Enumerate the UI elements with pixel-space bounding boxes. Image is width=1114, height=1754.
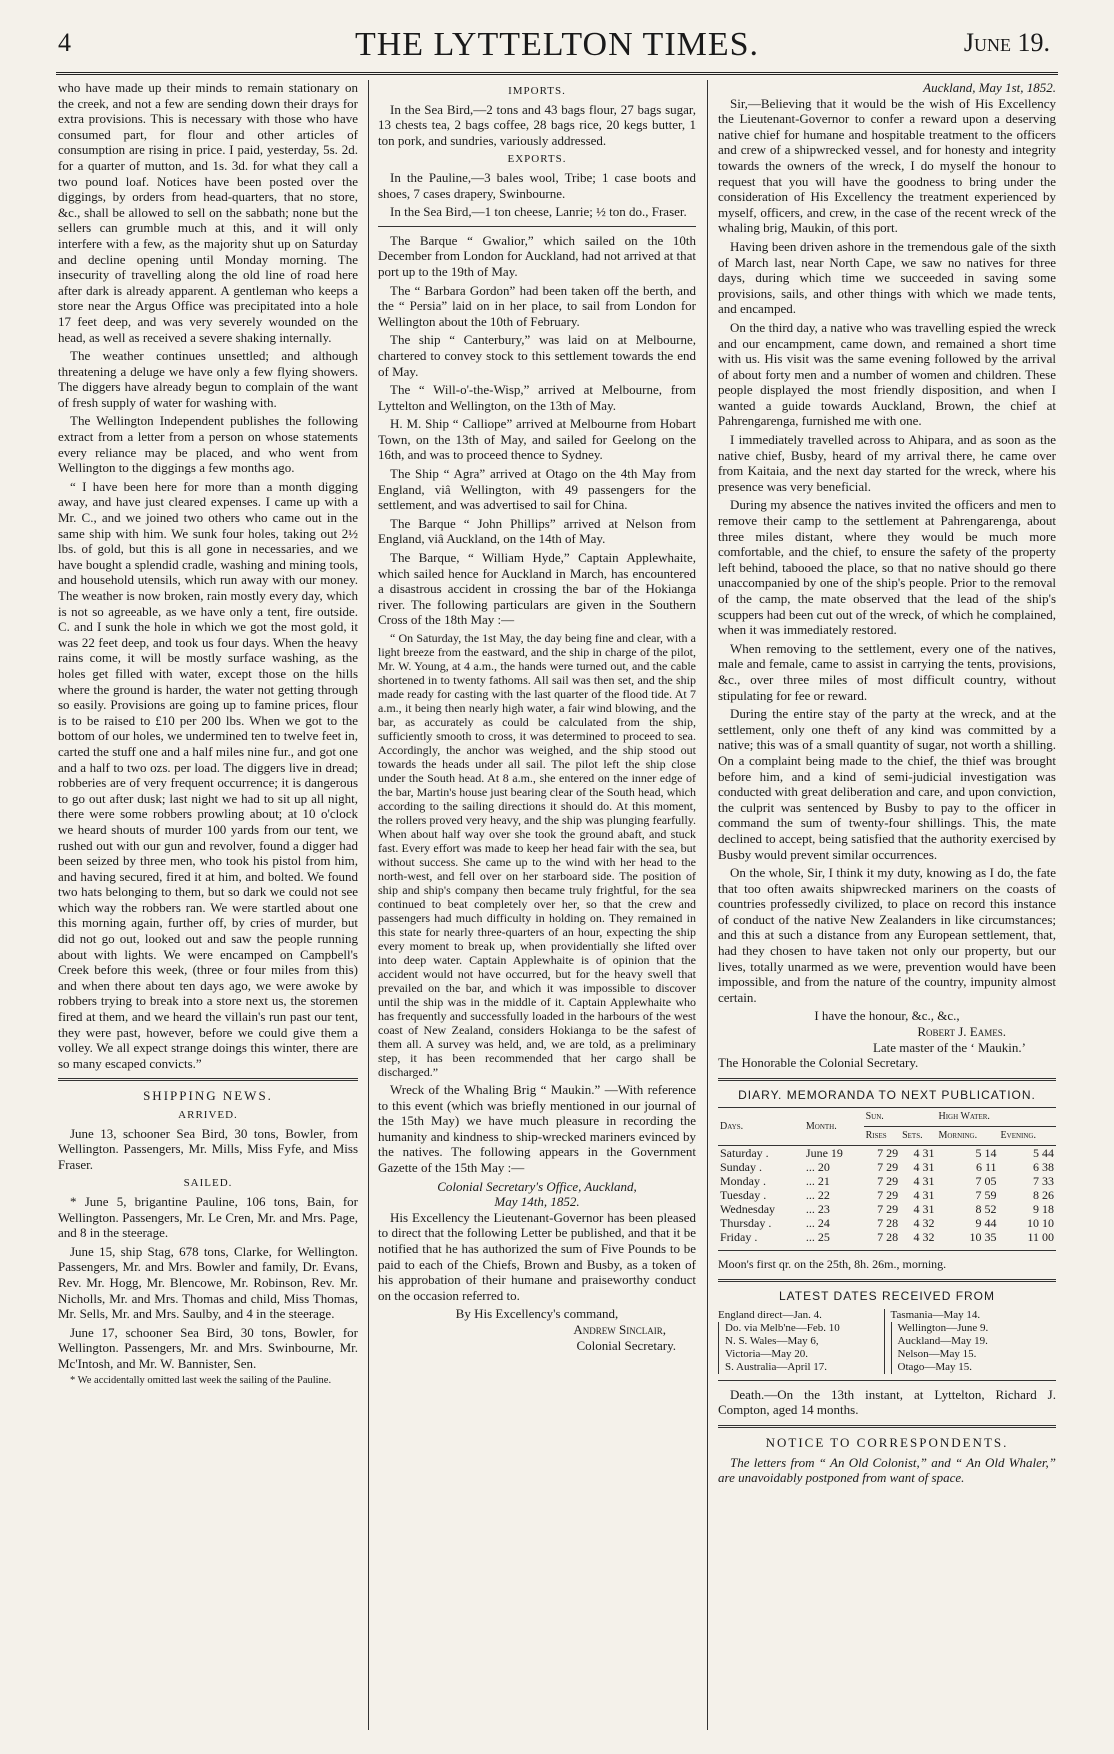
article-paragraph: The weather continues unsettled; and although threatening a deluge we have only a few flying showers. The diggers have already begun to complain of the want of fresh supply of water for washing with. xyxy=(58,348,358,410)
diary-col-days: Days. xyxy=(718,1108,804,1145)
diary-month: ... 21 xyxy=(805,1173,830,1188)
closing-line: I have the honour, &c., &c., xyxy=(814,1008,960,1024)
diary-sets: 4 31 xyxy=(913,1145,935,1160)
diary-col-sets: Sets. xyxy=(900,1127,936,1146)
letter-paragraph: During my absence the natives invited the officers and men to remove their camp to the settlement at Pahrengarenga, about three miles distant, where they would be much more comfortable, and the chief, to ensure the safety of the property left behind, tabooed the place, so that no native should go there unaccompanied by one of the ship's people. Prior to the removal of the camp, the mate observed that the lead of the ship's scuppers had been cut out of the wreck, of which he complained, when it was immediately restored. xyxy=(718,497,1056,638)
diary-rises: 7 28 xyxy=(877,1229,899,1244)
diary-evening: 6 38 xyxy=(1033,1159,1054,1174)
diary-sets: 4 31 xyxy=(913,1159,935,1174)
command-line: By His Excellency's command, xyxy=(455,1306,619,1322)
diary-row xyxy=(718,1188,1056,1202)
date-entry: Victoria—May 20. xyxy=(718,1348,884,1361)
signer-name: Andrew Sinclair, xyxy=(573,1321,666,1337)
sailing-entry: June 17, schooner Sea Bird, 30 tons, Bowler, for Wellington. Passengers, Mr. and Mrs. Swinbourne, Mr. Mc'Intosh, and Mr. W. Bannister, Sen. xyxy=(58,1324,358,1371)
moon-note: Moon's first qr. on the 25th, 8h. 26m., morning. xyxy=(718,1256,947,1271)
diary-month: ... 24 xyxy=(805,1215,830,1230)
diary-rises: 7 29 xyxy=(877,1159,899,1174)
letter-paragraph: During the entire stay of the party at the wreck, and at the settlement, only one theft of any kind was committed by a native; this was of a small quantity of sugar, not worth a shilling. On a complaint being made to the chief, the thief was brought before him, and a kind of semi-judicial investigation was conducted with great deliberation and care, and upon conviction, the culprit was sentenced by Busby to pay to the officer in command the sum of twenty-four shillings. This, the mate declined to accept, being satisfied that the authority exercised by Busby would prevent similar occurrences. xyxy=(718,706,1056,862)
diary-rises: 7 28 xyxy=(877,1215,899,1230)
diary-col-morning: Morning. xyxy=(936,1127,998,1146)
diary-rises: 7 29 xyxy=(877,1201,899,1216)
section-rule xyxy=(718,1078,1056,1081)
date-entry: Tasmania—May 14. xyxy=(890,1308,981,1321)
diary-day: Saturday . xyxy=(720,1145,769,1160)
diary-evening: 5 44 xyxy=(1033,1145,1054,1160)
footnote: * We accidentally omitted last week the sailing of the Pauline. xyxy=(70,1374,332,1386)
section-rule xyxy=(718,1380,1056,1381)
letter-addressee: The Honorable the Colonial Secretary. xyxy=(718,1055,919,1071)
letter-paragraph: When removing to the settlement, every one of the natives, male and female, came to assist in carrying the tents, provisions, &c., over three miles of most difficult country, without stipulating for fee or reward. xyxy=(718,640,1056,703)
letter-paragraph: On the whole, Sir, I think it my duty, knowing as I do, the fate that too often awaits shipwrecked mariners on the coasts of countries professedly civilized, to place on record this instance of conduct of the native New Zealanders in like circumstances; and this at such a distance from any European settlement, that, had they chosen to have taken not only our property, but our lives, totally unarmed as we were, prevention would have been impossible, and from the nature of the country, impunity almost certain. xyxy=(718,865,1056,1005)
diary-day: Monday . xyxy=(720,1173,766,1188)
section-rule xyxy=(718,1250,1056,1251)
letter-extract: “ I have been here for more than a month digging away, and have just cleared expenses. I came up with a Mr. C., and we joined two others who came out in the same ship with him. We sunk four holes, taking out 2½ lbs. of gold, but this is all gone in necessaries, and we have bought a splendid cradle, washing and mining tools, and household utensils, which run away with our money. The weather is now broken, rain mostly every day, which is not so agreeable, as we have only a tent, fire outside. C. and I sunk the hole in which we got the most gold, it was 22 feet deep, and took us four days. When the heavy rains come, it will be mostly surface washing, as the holes get filled with water, except those on the hills where the ground is harder, the water not getting through so easily. Provisions are going up to famine prices, flour is to be raised to £10 per 200 lbs. When we got to the bottom of our holes, we undermined ten to twelve feet in, carted the stuff one and a half miles nine fur., and got one and a half to two ozs. per load. The diggers live in dread; robberies are of very frequent occurrence; it is dangerous to go out after dusk; last night we had to sit up all night, there were some robbers prowling about; at 10 o'clock we heard shouts of murder 100 yards from our tent, we rushed out with our gun and revolver, found a digger had been seized by three men, who took his pistol from him, and having secured, fired it at him, and bolted. We found two hats belonging to them, but so dark we could not see which way the robbers ran. We were startled about one this morning again, further off, by cries of murder, but did not go out, looked out and saw the people running about with lights. We were encamped on Campbell's Creek before this week, (three or four miles from this) and when there about ten days ago, we were awoke by robbers trying to break into a store next us, the storemen fired at them, and we heard the villain's run past our tent, they were past, however, before we could give them a volley. We all expect strange doings this winter, there are so many escaped convicts.” xyxy=(58,478,358,1071)
diary-day: Wednesday xyxy=(720,1201,776,1216)
section-rule xyxy=(718,1425,1056,1428)
arrived-label: ARRIVED. xyxy=(178,1109,238,1121)
diary-month: June 19 xyxy=(805,1145,843,1160)
letter-paragraph: Having been driven ashore in the tremendous gale of the sixth of March last, near North Cape, we saw no natives for three days, during which time we succeeded in saving some provisions, sails, and other things with which we made tents, and encamped. xyxy=(718,238,1056,317)
dates-right-column xyxy=(884,1309,1057,1374)
diary-row xyxy=(718,1160,1056,1174)
wreck-paragraph: Wreck of the Whaling Brig “ Maukin.” —With reference to this event (which was briefly mentioned in our journal of the 15th May) we have much pleasure in recording the humanity and kindness to ship-wrecked mariners evinced by the natives. The following appears in the Government Gazette of the 15th May :— xyxy=(378,1082,696,1175)
sailing-entry: * June 5, brigantine Pauline, 106 tons, Bain, for Wellington. Passengers, Mr. Le Cren, Mr. and Mrs. Page, and 8 in the steerage. xyxy=(58,1193,358,1241)
arrival-entry: June 13, schooner Sea Bird, 30 tons, Bowler, from Wellington. Passengers, Mr. Mills, Miss Fyfe, and Miss Fraser. xyxy=(58,1125,358,1172)
date-entry: Otago—May 15. xyxy=(891,1361,1057,1374)
exports-label: EXPORTS. xyxy=(507,153,567,166)
section-rule xyxy=(378,226,696,227)
diary-row xyxy=(718,1216,1056,1230)
notice-text: The letters from “ An Old Colonist,” and “ An Old Whaler,” are unavoidably postponed from want of space. xyxy=(718,1454,1056,1486)
diary-morning: 10 35 xyxy=(969,1229,997,1244)
imports-label: IMPORTS. xyxy=(508,85,566,97)
latest-dates-heading: LATEST DATES RECEIVED FROM xyxy=(778,1289,996,1304)
section-rule xyxy=(718,1279,1056,1282)
news-paragraph: The “ Barbara Gordon” had been taken off the berth, and the “ Persia” laid on in her place, to sail from London for Wellington about the 10th of February. xyxy=(378,282,696,329)
date-entry: Auckland—May 19. xyxy=(891,1335,1057,1348)
news-paragraph: The “ Will-o'-the-Wisp,” arrived at Melbourne, from Lyttelton and Wellington, on the 13th of May. xyxy=(378,382,696,413)
diary-evening: 10 10 xyxy=(1027,1215,1054,1230)
death-notice: Death.—On the 13th instant, at Lyttelton, Richard J. Compton, aged 14 months. xyxy=(718,1386,1056,1418)
diary-sets: 4 31 xyxy=(913,1173,935,1188)
diary-evening: 7 33 xyxy=(1033,1173,1054,1188)
column-3 xyxy=(718,80,1056,1489)
diary-sets: 4 32 xyxy=(913,1215,935,1230)
latest-dates-list xyxy=(718,1309,1056,1374)
diary-day: Sunday . xyxy=(720,1159,762,1174)
diary-rises: 7 29 xyxy=(877,1145,899,1160)
diary-morning: 5 14 xyxy=(975,1145,997,1160)
diary-rises: 7 29 xyxy=(877,1187,899,1202)
diary-morning: 8 52 xyxy=(975,1201,997,1216)
column-1 xyxy=(58,80,358,1390)
diary-row xyxy=(718,1174,1056,1188)
news-paragraph: The Barque “ Gwalior,” which sailed on the 10th December from London for Auckland, had not arrived at that port up to the 19th of May. xyxy=(378,232,696,279)
diary-evening: 8 26 xyxy=(1033,1187,1054,1202)
exports-entry: In the Sea Bird,—1 ton cheese, Lanrie; ½ ton do., Fraser. xyxy=(390,204,687,220)
letter-paragraph: On the third day, a native who was travelling espied the wreck and our encampment, came down, and remained a short time with us. His visit was the same evening followed by the arrival of about forty men and a number of women and children. These people displayed the most friendly disposition, and when I wanted a guide towards Auckland, Brown, the chief at Pahrengarenga, furnished me with one. xyxy=(718,319,1056,429)
diary-month: ... 22 xyxy=(805,1187,830,1202)
column-2 xyxy=(378,80,696,1353)
sailed-label: SAILED. xyxy=(183,1177,233,1190)
date-entry: S. Australia—April 17. xyxy=(718,1361,884,1374)
diary-day: Thursday . xyxy=(720,1215,772,1230)
diary-evening: 9 18 xyxy=(1033,1201,1054,1216)
shipping-news-heading: SHIPPING NEWS. xyxy=(143,1088,273,1104)
letter-paragraph: Sir,—Believing that it would be the wish of His Excellency the Lieutenant-Governor to confer a reward upon a deserving native chief for humane and hospitable treatment to the officers and crew of a shipwrecked vessel, and for honesty and integrity towards the owners of the wreck, I do myself the honour to request that you will have the goodness to bring under the consideration of His Excellency the treatment experienced by myself, officers, and crew, in the case of the recent wreck of the whaling brig, Maukin, of this port. xyxy=(718,95,1056,236)
dates-left-column xyxy=(718,1309,884,1374)
diary-col-sun: Sun. xyxy=(864,1108,937,1127)
news-paragraph: The ship “ Canterbury,” was laid on at Melbourne, chartered to convey stock to this settlement towards the end of May. xyxy=(378,332,696,379)
governor-notice: His Excellency the Lieutenant-Governor has been pleased to direct that the following Letter be published, and that it be notified that he has authorized the sum of Five Pounds to be paid to each of the Chiefs, Brown and Busby, as a token of his approbation of their humane and praiseworthy conduct on the occasion referred to. xyxy=(378,1209,696,1303)
masthead xyxy=(0,0,1114,70)
diary-morning: 7 59 xyxy=(975,1187,997,1202)
diary-evening: 11 00 xyxy=(1027,1229,1054,1244)
southern-cross-quote: “ On Saturday, the 1st May, the day being fine and clear, with a light breeze from the eastward, and the ship in charge of the pilot, Mr. W. Young, at 4 a.m., the hands were turned out, and the cable shortened in to twenty fathoms. All sail was then set, and the ship made ready for casting with the last quarter of the flood tide. At 7 a.m., it being then nearly high water, a fair wind blowing, and the bar, as accurately as could be calculated from the ship, sufficiently smooth to cross, it was determined to proceed to sea. Accordingly, the anchor was weighed, and the ship stood out towards the heads under all sail. The pilot left the ship close under the South head. At 8 a.m., she entered on the inner edge of the bar, Martin's house just bearing clear of the South head, which according to the sailing directions it should do. At this moment, the rollers proved very heavy, and the ship was plunging fearfully. When about half way over she took the ground abaft, and stuck fast. Every effort was made to keep her head fair with the sea, but without success. She came up to the wind with her head to the north-west, and fell over on her starboard side. The position of ship and ship's company then became truly frightful, for the sea continued to beat completely over her, so that the crew and passengers had much difficulty in holding on. They remained in this state for nearly three-quarters of an hour, expecting the ship every moment to break up, when providentially she lifted over into deep water. Captain Applewhaite is of opinion that the accident would not have occurred, but for the heavy swell that prevailed on the bar, and which it was impossible to discover until the ship was in the middle of it. Captain Applewhaite who has frequently and successfully loaded in the harbours of the west coast of New Zealand, considers Hokianga to be the safest of them all. A survey was held, and, we are told, as a preliminary step, it has been recommended that her cargo shall be discharged.” xyxy=(378,631,696,1079)
date-entry: Nelson—May 15. xyxy=(891,1348,1057,1361)
diary-morning: 6 11 xyxy=(975,1159,997,1174)
imports-entry: In the Sea Bird,—2 tons and 43 bags flour, 27 bags sugar, 13 chests tea, 2 bags coffee, 28 bags rice, 20 kegs butter, 1 ton pork, and sundries, variously addressed. xyxy=(378,101,696,148)
news-paragraph: H. M. Ship “ Calliope” arrived at Melbourne from Hobart Town, on the 13th of May, and sailed for Geelong on the 16th, and was to proceed thence to Sydney. xyxy=(378,416,696,463)
news-paragraph: The Barque, “ William Hyde,” Captain Applewhaite, which sailed hence for Auckland in March, has encountered a disastrous accident in crossing the bar of the Hokianga river. The following particulars are given in the Southern Cross of the 18th May :— xyxy=(378,550,696,628)
column-divider xyxy=(368,80,369,1730)
diary-sets: 4 31 xyxy=(913,1187,935,1202)
letter-signer: Robert J. Eames. xyxy=(917,1024,1006,1040)
letter-paragraph: I immediately travelled across to Ahipara, and as soon as the native chief, Busby, heard of my arrival there, he came over from Kaitaia, and the next day started for the wreck, where his presence was very beneficial. xyxy=(718,432,1056,494)
diary-month: ... 23 xyxy=(805,1201,830,1216)
notice-heading: NOTICE TO CORRESPONDENTS. xyxy=(765,1434,1009,1450)
diary-month: ... 25 xyxy=(805,1229,830,1244)
diary-day: Friday . xyxy=(720,1229,758,1244)
column-divider xyxy=(707,80,708,1730)
news-paragraph: The Ship “ Agra” arrived at Otago on the 4th May from England, viâ Wellington, with 49 passengers for the settlement, and was advertised to sail for China. xyxy=(378,466,696,513)
diary-col-month: Month. xyxy=(804,1108,864,1145)
masthead-rule xyxy=(56,72,1058,75)
article-paragraph: who have made up their minds to remain stationary on the creek, and not a few are sending down their drays for extra provisions. This is necessary with those who have consumed part, for flour and other articles of consumption are rising in price. I paid, yesterday, 5s. 2d. for a quarter of mutton, and 1s. 3d. for what they call a two pound loaf. Notices have been posted over the diggings, by orders from head-quarters, that no store, &c., shall be allowed to sell on the sabbath; none but the sellers can grumble much at this, and it will only interfere with a few, as the majority shut up on Saturday and decline opening until Monday morning. The insecurity of travelling along the old line of road here after dark is already apparent. A gentleman who keeps a store near the Argus Office was precipitated into a hole 17 feet deep, and was very severely wounded on the head, as well as received a severe shaking internally. xyxy=(58,80,358,345)
diary-table xyxy=(718,1107,1056,1243)
news-paragraph: The Barque “ John Phillips” arrived at Nelson from England, viâ Auckland, on the 14th of May. xyxy=(378,515,696,547)
office-line: Colonial Secretary's Office, Auckland, xyxy=(437,1178,637,1194)
section-rule xyxy=(58,1078,358,1081)
page-number: 4 xyxy=(58,28,71,57)
issue-date: June 19. xyxy=(963,28,1050,57)
letter-signer-title: Late master of the ‘ Maukin.’ xyxy=(872,1039,1026,1055)
diary-rises: 7 29 xyxy=(877,1173,899,1188)
diary-col-high-water: High Water. xyxy=(936,1108,1056,1127)
diary-sets: 4 31 xyxy=(913,1201,935,1216)
date-entry: Wellington—June 9. xyxy=(891,1322,1057,1335)
date-entry: England direct—Jan. 4. xyxy=(718,1308,822,1321)
diary-row xyxy=(718,1230,1056,1244)
diary-morning: 9 44 xyxy=(975,1215,997,1230)
exports-entry: In the Pauline,—3 bales wool, Tribe; 1 case boots and shoes, 7 cases drapery, Swinbourne. xyxy=(378,169,696,201)
letter-dateline: Auckland, May 1st, 1852. xyxy=(923,80,1056,95)
diary-row xyxy=(718,1145,1056,1160)
sailing-entry: June 15, ship Stag, 678 tons, Clarke, for Wellington. Passengers, Mr. and Mrs. Bowler and family, Dr. Evans, Rev. Mr. Hogg, Mr. Blencowe, Mr. Robinson, Rev. Mr. Nicholls, Mr. and Mrs. Thomas and child, Miss Thomas, Mr. Sells, Mr. and Mrs. Saulby, and 4 in the steerage. xyxy=(58,1243,358,1322)
diary-heading: DIARY. MEMORANDA TO NEXT PUBLICATION. xyxy=(738,1087,1036,1102)
date-entry: N. S. Wales—May 6, xyxy=(718,1335,884,1348)
diary-morning: 7 05 xyxy=(975,1173,997,1188)
diary-sets: 4 32 xyxy=(913,1229,935,1244)
diary-col-rises: Rises xyxy=(864,1127,901,1146)
newspaper-title: THE LYTTELTON TIMES. xyxy=(354,26,760,63)
diary-row xyxy=(718,1202,1056,1216)
diary-day: Tuesday . xyxy=(720,1187,767,1202)
diary-col-evening: Evening. xyxy=(999,1127,1056,1146)
office-date: May 14th, 1852. xyxy=(494,1194,580,1210)
date-entry: Do. via Melb'ne—Feb. 10 xyxy=(718,1322,884,1335)
diary-month: ... 20 xyxy=(805,1159,830,1174)
signer-title: Colonial Secretary. xyxy=(576,1337,676,1353)
article-paragraph: The Wellington Independent publishes the following extract from a letter from a person on whose statements every reliance may be placed, and who went from Wellington to the diggings a few months ago. xyxy=(58,413,358,476)
